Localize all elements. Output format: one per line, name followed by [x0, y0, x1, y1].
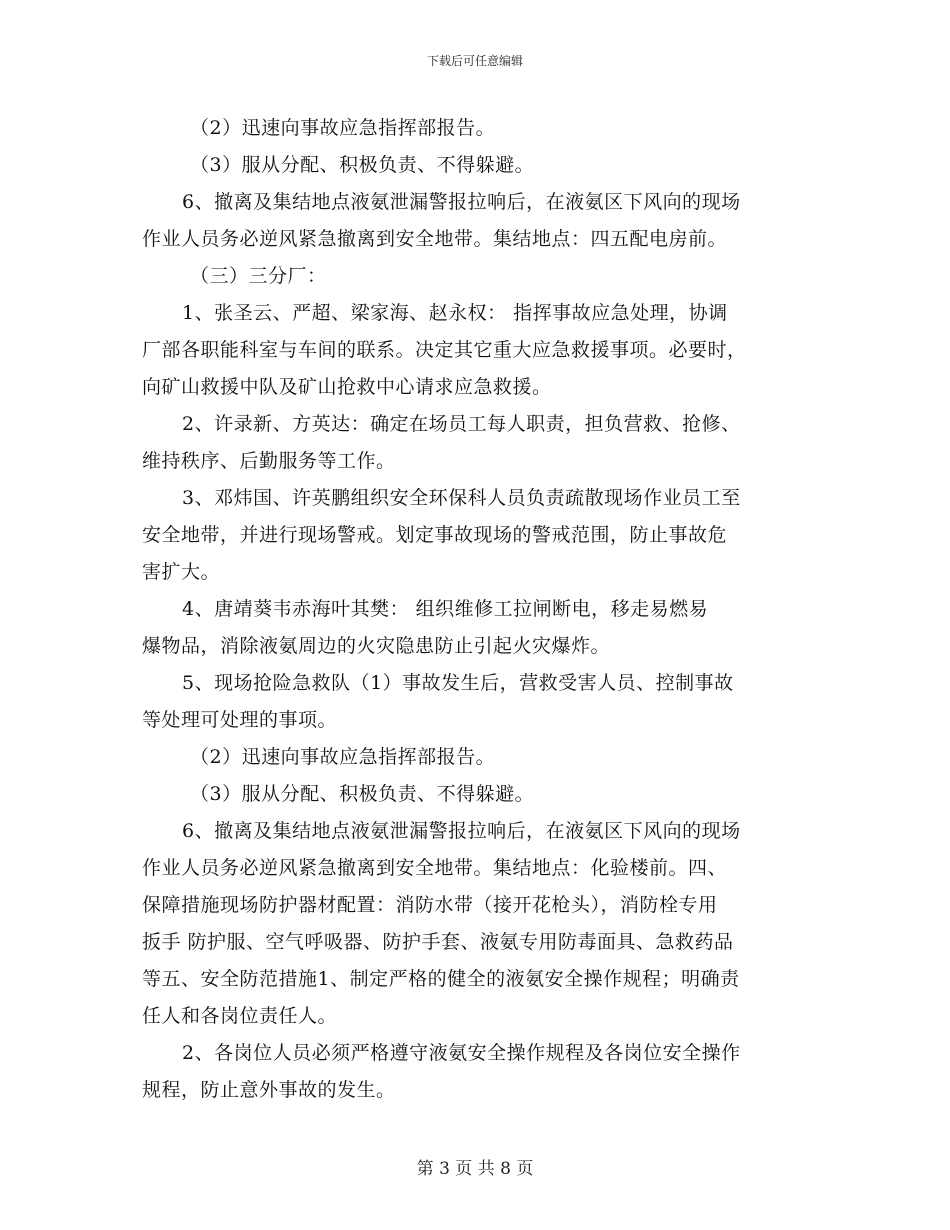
paragraph-line: 6、撤离及集结地点液氨泄漏警报拉响后，在液氨区下风向的现场: [182, 191, 741, 213]
paragraph-line: 1、张圣云、严超、梁家海、赵永权： 指挥事故应急处理，协调: [182, 302, 728, 324]
paragraph-line: 任人和各岗位责任人。: [142, 1005, 338, 1027]
paragraph-line: （2）迅速向事故应急指挥部报告。: [190, 746, 496, 768]
paragraph-line: 规程，防止意外事故的发生。: [142, 1079, 396, 1101]
paragraph-line: 等五、安全防范措施1、制定严格的健全的液氨安全操作规程；明确责: [142, 968, 740, 990]
paragraph-line: 等处理可处理的事项。: [142, 709, 338, 731]
paragraph-line: 2、各岗位人员必须严格遵守液氨安全操作规程及各岗位安全操作: [182, 1042, 741, 1064]
paragraph-line: 害扩大。: [142, 561, 221, 583]
paragraph-line: 作业人员务必逆风紧急撤离到安全地带。集结地点：四五配电房前。: [142, 228, 728, 250]
paragraph-line: 维持秩序、后勤服务等工作。: [142, 450, 396, 472]
paragraph-line: 4、唐靖葵韦赤海叶其樊： 组织维修工拉闸断电，移走易燃易: [182, 598, 709, 620]
section-heading: （三）三分厂：: [190, 265, 327, 287]
paragraph-line: 作业人员务必逆风紧急撤离到安全地带。集结地点：化验楼前。四、: [142, 857, 728, 879]
paragraph-line: 向矿山救援中队及矿山抢救中心请求应急救援。: [142, 376, 552, 398]
paragraph-line: 厂部各职能科室与车间的联系。决定其它重大应急救援事项。必要时，: [142, 339, 747, 361]
paragraph-line: （3）服从分配、积极负责、不得躲避。: [190, 154, 535, 176]
paragraph-line: （2）迅速向事故应急指挥部报告。: [190, 117, 496, 139]
paragraph-line: 安全地带，并进行现场警戒。划定事故现场的警戒范围，防止事故危: [142, 524, 728, 546]
paragraph-line: 2、许录新、方英达：确定在场员工每人职责，担负营救、抢修、: [182, 413, 741, 435]
paragraph-line: （3）服从分配、积极负责、不得躲避。: [190, 783, 535, 805]
page-footer: 第 3 页 共 8 页: [416, 1159, 534, 1179]
document-body: [142, 110, 814, 1109]
paragraph-line: 6、撤离及集结地点液氨泄漏警报拉响后，在液氨区下风向的现场: [182, 820, 741, 842]
paragraph-line: 爆物品，消除液氨周边的火灾隐患防止引起火灾爆炸。: [142, 635, 611, 657]
paragraph-line: 保障措施现场防护器材配置：消防水带（接开花枪头），消防栓专用: [142, 894, 718, 916]
page-header: 下载后可任意编辑: [426, 54, 523, 68]
paragraph-line: 3、邓炜国、许英鹏组织安全环保科人员负责疏散现场作业员工至: [182, 487, 741, 509]
paragraph-line: 5、现场抢险急救队（1）事故发生后，营救受害人员、控制事故: [182, 672, 734, 694]
paragraph-line: 扳手 防护服、空气呼吸器、防护手套、液氨专用防毒面具、急救药品: [142, 931, 734, 953]
